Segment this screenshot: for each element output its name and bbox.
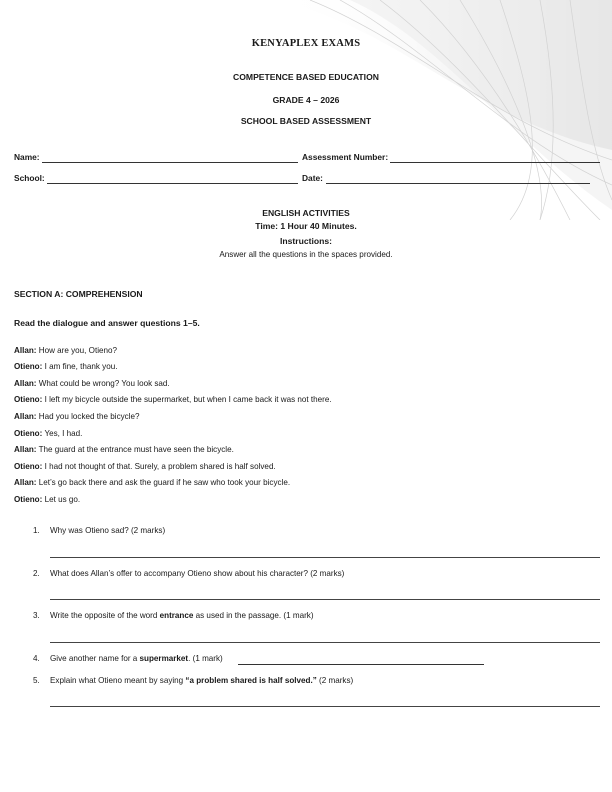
time-allowed: Time: 1 Hour 40 Minutes. — [255, 221, 357, 231]
question-keyword: entrance — [159, 611, 194, 620]
speaker-name: Allan: — [14, 478, 37, 487]
question-4 — [33, 654, 223, 663]
dialogue-line — [14, 346, 117, 355]
dialogue-line — [14, 395, 332, 404]
program-heading: COMPETENCE BASED EDUCATION — [233, 72, 379, 82]
dialogue-text: Yes, I had. — [44, 429, 83, 438]
question-text: Why was Otieno sad? (2 marks) — [50, 526, 166, 535]
speaker-name: Allan: — [14, 346, 37, 355]
answer-line-3[interactable] — [50, 642, 600, 643]
dialogue-line — [14, 379, 170, 388]
question-5 — [33, 676, 353, 685]
dialogue-text: Let’s go back there and ask the guard if he saw who took your bicycle. — [38, 478, 291, 487]
date-field-line[interactable] — [326, 183, 590, 184]
question-number: 1. — [33, 526, 40, 535]
speaker-name: Allan: — [14, 379, 37, 388]
dialogue-text: I left my bicycle outside the supermarket, but when I came back it was not there. — [44, 395, 332, 404]
assessment-number-field-line[interactable] — [390, 162, 600, 163]
question-number: 5. — [33, 676, 40, 685]
dialogue-text: I had not thought of that. Surely, a problem shared is half solved. — [44, 462, 276, 471]
dialogue-line — [14, 462, 276, 471]
question-text: Give another name for a — [50, 654, 140, 663]
question-keyword: supermarket — [139, 654, 189, 663]
question-text-end: . (1 mark) — [188, 654, 223, 663]
dialogue-text: Let us go. — [44, 495, 81, 504]
speaker-name: Otieno: — [14, 395, 43, 404]
question-number: 4. — [33, 654, 40, 663]
date-label: Date: — [302, 173, 323, 183]
question-1 — [33, 526, 165, 535]
assessment-type-heading: SCHOOL BASED ASSESSMENT — [240, 116, 372, 126]
speaker-name: Otieno: — [14, 462, 43, 471]
dialogue-text: I am fine, thank you. — [44, 362, 118, 371]
answer-line-2[interactable] — [50, 599, 600, 600]
speaker-name: Otieno: — [14, 429, 43, 438]
question-text: Explain what Otieno meant by saying — [50, 676, 186, 685]
background-wave-graphic — [210, 0, 612, 220]
question-number: 2. — [33, 569, 40, 578]
grade-heading: GRADE 4 – 2026 — [272, 95, 340, 105]
dialogue-text: How are you, Otieno? — [38, 346, 118, 355]
assessment-number-label: Assessment Number: — [302, 152, 389, 162]
answer-line-5[interactable] — [50, 706, 600, 707]
dialogue-line — [14, 445, 234, 454]
dialogue-text: Had you locked the bicycle? — [38, 412, 140, 421]
instructions-label: Instructions: — [279, 236, 333, 246]
speaker-name: Otieno: — [14, 495, 43, 504]
question-2 — [33, 569, 344, 578]
speaker-name: Allan: — [14, 445, 37, 454]
name-label: Name: — [14, 152, 40, 162]
answer-line-1[interactable] — [50, 557, 600, 558]
dialogue-text: The guard at the entrance must have seen the bicycle. — [38, 445, 234, 454]
exam-body-title: KENYAPLEX EXAMS — [251, 38, 361, 49]
speaker-name: Allan: — [14, 412, 37, 421]
question-text-end: (2 marks) — [316, 676, 354, 685]
speaker-name: Otieno: — [14, 362, 43, 371]
dialogue-line — [14, 495, 80, 504]
dialogue-line — [14, 429, 82, 438]
school-field-line[interactable] — [47, 183, 298, 184]
subject-title: ENGLISH ACTIVITIES — [262, 208, 350, 218]
section-title: SECTION A: COMPREHENSION — [14, 289, 143, 299]
question-text-end: as used in the passage. (1 mark) — [193, 611, 314, 620]
dialogue-text: What could be wrong? You look sad. — [38, 379, 170, 388]
question-keyword: “a problem shared is half solved.” — [185, 676, 317, 685]
school-label: School: — [14, 173, 45, 183]
answer-line-4[interactable] — [238, 664, 484, 665]
instructions-text: Answer all the questions in the spaces provided. — [219, 250, 393, 259]
question-3 — [33, 611, 314, 620]
name-field-line[interactable] — [42, 162, 298, 163]
dialogue-line — [14, 362, 117, 371]
question-text: Write the opposite of the word — [50, 611, 160, 620]
section-prompt: Read the dialogue and answer questions 1–5. — [14, 318, 200, 328]
question-number: 3. — [33, 611, 40, 620]
dialogue-line — [14, 412, 140, 421]
dialogue-line — [14, 478, 290, 487]
question-text: What does Allan’s offer to accompany Otieno show about his character? (2 marks) — [50, 569, 345, 578]
